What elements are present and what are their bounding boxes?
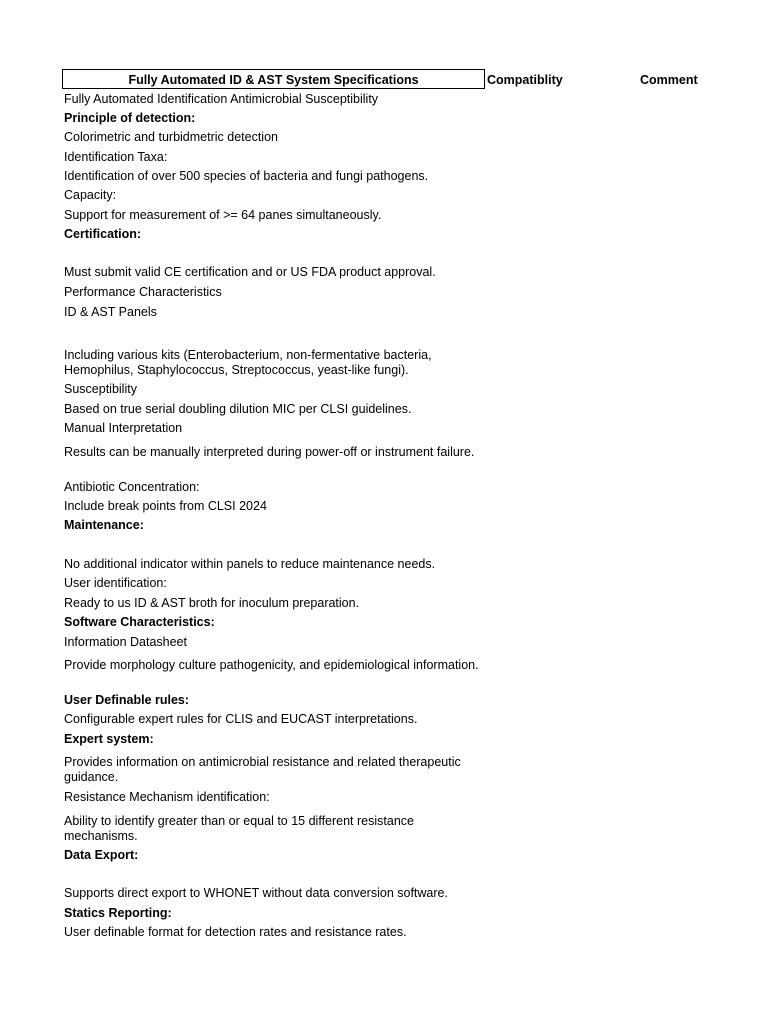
spec-row: User definable format for detection rates and resistance rates.	[64, 925, 407, 939]
spec-row: Support for measurement of >= 64 panes simultaneously.	[64, 208, 382, 222]
spec-row: Based on true serial doubling dilution MIC per CLSI guidelines.	[64, 402, 412, 416]
spec-row: Supports direct export to WHONET without data conversion software.	[64, 886, 448, 900]
spec-section-heading: Maintenance:	[64, 518, 144, 532]
spec-row: Results can be manually interpreted during power-off or instrument failure.	[64, 445, 475, 459]
spec-row: Resistance Mechanism identification:	[64, 790, 270, 804]
spec-row: Capacity:	[64, 188, 117, 202]
spec-row: Ability to identify greater than or equal to 15 different resistance mechanisms.	[64, 814, 414, 843]
spec-row: Identification Taxa:	[64, 150, 168, 164]
spec-row: ID & AST Panels	[64, 305, 157, 319]
spec-section-heading: Principle of detection:	[64, 111, 196, 125]
spec-title-cell: Fully Automated ID & AST System Specifications	[62, 69, 485, 89]
spec-row: Include break points from CLSI 2024	[64, 499, 267, 513]
spec-section-heading: Certification:	[64, 227, 142, 241]
spec-row: Including various kits (Enterobacterium, non-fermentative bacteria, Hemophilus, Staphylococcus, Streptococcus, yeast-like fungi).	[64, 348, 432, 377]
spec-section-heading: Statics Reporting:	[64, 906, 172, 920]
comment-header: Comment	[640, 73, 698, 87]
spec-row: Antibiotic Concentration:	[64, 480, 200, 494]
spec-section-heading: Data Export:	[64, 848, 139, 862]
spec-row: Fully Automated Identification Antimicrobial Susceptibility	[64, 92, 379, 106]
spec-row: Colorimetric and turbidmetric detection	[64, 130, 278, 144]
compatibility-header: Compatiblity	[487, 73, 563, 87]
spec-row: Provide morphology culture pathogenicity, and epidemiological information.	[64, 658, 479, 672]
spec-section-heading: Software Characteristics:	[64, 615, 215, 629]
spec-row: Performance Characteristics	[64, 285, 222, 299]
spec-section-heading: Expert system:	[64, 732, 154, 746]
spec-row: Provides information on antimicrobial resistance and related therapeutic guidance.	[64, 755, 461, 784]
spec-row: User identification:	[64, 576, 167, 590]
spec-section-heading: User Definable rules:	[64, 693, 190, 707]
spec-row: Susceptibility	[64, 382, 137, 396]
spec-row: Configurable expert rules for CLIS and EUCAST interpretations.	[64, 712, 418, 726]
spec-row: Manual Interpretation	[64, 421, 183, 435]
spec-row: No additional indicator within panels to reduce maintenance needs.	[64, 557, 436, 571]
spec-row: Identification of over 500 species of bacteria and fungi pathogens.	[64, 169, 429, 183]
spec-row: Must submit valid CE certification and or US FDA product approval.	[64, 265, 436, 279]
spec-row: Ready to us ID & AST broth for inoculum preparation.	[64, 596, 360, 610]
spec-row: Information Datasheet	[64, 635, 187, 649]
